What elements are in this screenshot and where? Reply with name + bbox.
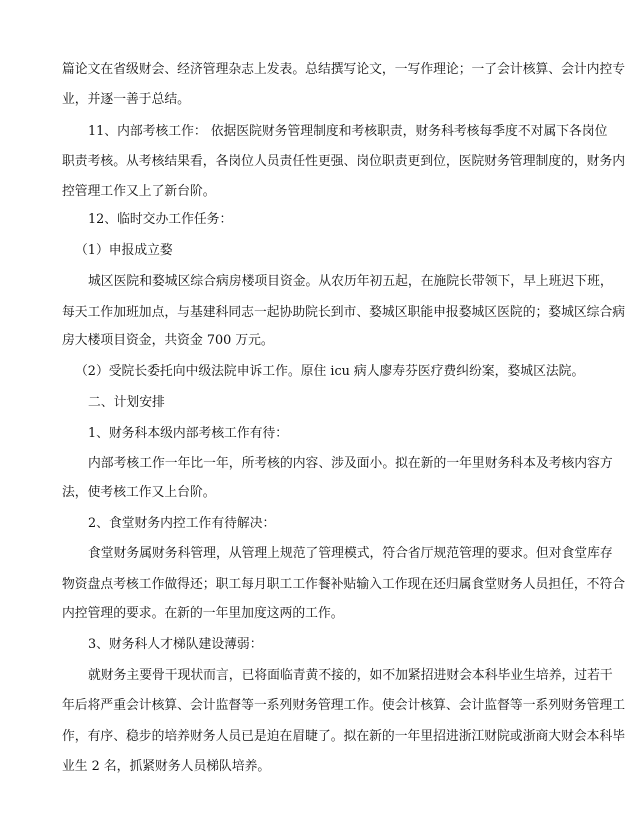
text-line: 职责考核。从考核结果看，各岗位人员责任性更强、岗位职责更到位，医院财务管理制度的，财务内 bbox=[62, 154, 625, 169]
text-line: （1）申报成立婺 bbox=[75, 243, 173, 258]
subsection-heading: 2、食堂财务内控工作有待解决： bbox=[88, 516, 276, 531]
text-line: 业，并逐一善于总结。 bbox=[62, 92, 190, 107]
text-line: 就财务主要骨干现状而言，已将面临青黄不接的，如不加紧招进财会本科毕业生培养，过若干 bbox=[88, 668, 613, 683]
text-line: 城区医院和婺城区综合病房楼项目资金。从农历年初五起，在施院长带领下，早上班迟下班， bbox=[88, 274, 613, 289]
text-line: 12、临时交办工作任务： bbox=[88, 212, 233, 227]
text-line: 11、内部考核工作： 依据医院财务管理制度和考核职责，财务科考核每季度不对属下各岗位 bbox=[88, 124, 608, 139]
text-line: 法，使考核工作又上台阶。 bbox=[62, 485, 216, 500]
text-line: （2）受院长委托向中级法院申诉工作。原住 icu 病人廖寿芬医疗费纠纷案，婺城区法院。 bbox=[75, 364, 585, 379]
text-line: 业生 2 名，抓紧财务人员梯队培养。 bbox=[62, 759, 271, 774]
text-line: 篇论文在省级财会、经济管理杂志上发表。总结撰写论文，一写作理论；一了会计核算、会计内控专 bbox=[62, 62, 625, 77]
text-line: 房大楼项目资金，共资金 700 万元。 bbox=[62, 333, 274, 348]
text-line: 内部考核工作一年比一年，所考核的内容、涉及面小。拟在新的一年里财务科本及考核内容方 bbox=[88, 456, 613, 471]
section-heading: 二、计划安排 bbox=[88, 395, 165, 410]
text-line: 内控管理的要求。在新的一年里加度这两的工作。 bbox=[62, 606, 344, 621]
text-line: 物资盘点考核工作做得还；职工每月职工工作餐补贴输入工作现在还归属食堂财务人员担任，不符合 bbox=[62, 577, 625, 592]
text-line: 每天工作加班加点，与基建科同志一起协助院长到市、婺城区职能申报婺城区医院的；婺城区综合病 bbox=[62, 305, 625, 320]
subsection-heading: 1、财务科本级内部考核工作有待： bbox=[88, 426, 289, 441]
text-line: 年后将严重会计核算、会计监督等一系列财务管理工作。使会计核算、会计监督等一系列财务管理工 bbox=[62, 698, 625, 713]
text-line: 食堂财务属财务科管理，从管理上规范了管理模式，符合省厅规范管理的要求。但对食堂库存 bbox=[88, 546, 613, 561]
text-line: 控管理工作又上了新台阶。 bbox=[62, 184, 216, 199]
subsection-heading: 3、财务科人才梯队建设薄弱： bbox=[88, 637, 263, 652]
text-line: 作，有序、稳步的培养财务人员已是迫在眉睫了。拟在新的一年里招进浙江财院或浙商大财会本科毕 bbox=[62, 729, 625, 744]
